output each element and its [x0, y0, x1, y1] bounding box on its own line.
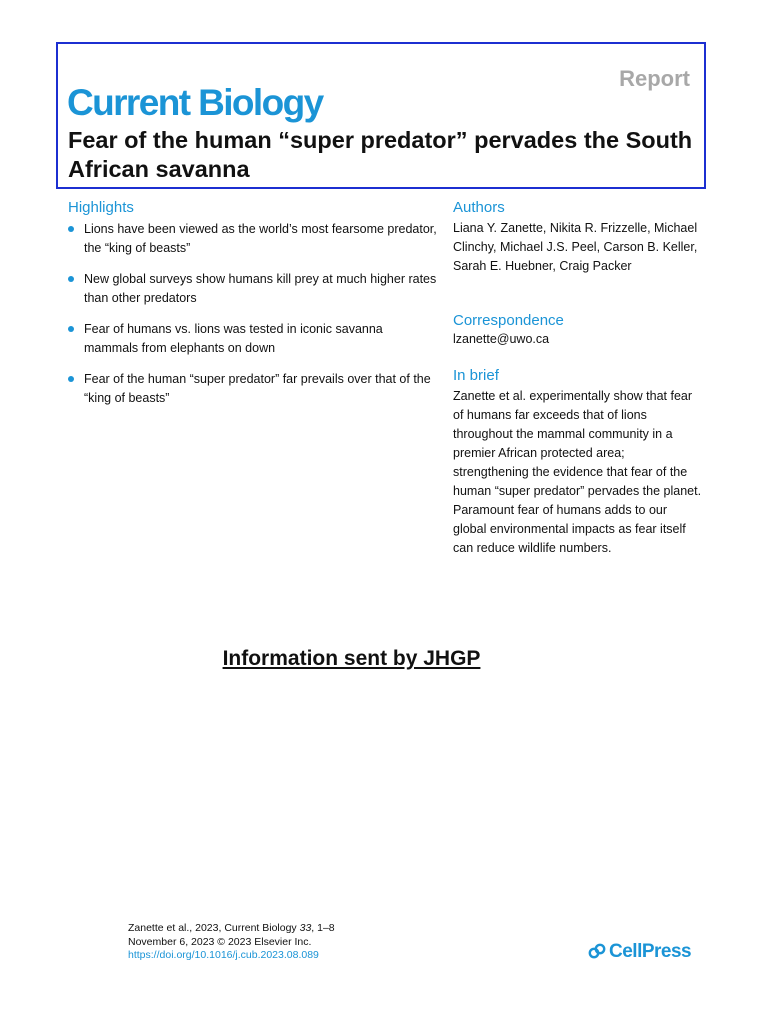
highlight-text: Fear of the human “super predator” far prevails over that of the “king of beasts”	[84, 372, 431, 405]
highlight-item	[68, 320, 440, 357]
highlights-list	[68, 220, 440, 420]
authors-heading: Authors	[453, 199, 505, 216]
date-copyright: November 6, 2023 © 2023 Elsevier Inc.	[128, 935, 312, 948]
highlight-item	[68, 370, 440, 407]
highlight-text: Fear of humans vs. lions was tested in iconic savanna mammals from elephants on down	[84, 322, 383, 355]
in-brief-text: Zanette et al. experimentally show that fear of humans far exceeds that of lions throughout the mammal community in a premier African protected area; strengthening the evidence that fear of the human “super predator” pervades the planet. Paramount fear of humans adds to our global environmental impacts as fear itself can reduce wildlife numbers.	[453, 389, 702, 555]
highlight-item	[68, 220, 440, 257]
highlights-heading: Highlights	[68, 199, 134, 216]
doi-link[interactable]: https://doi.org/10.1016/j.cub.2023.08.089	[128, 949, 319, 961]
correspondence-email[interactable]: lzanette@uwo.ca	[453, 332, 550, 346]
article-type-label: Report	[619, 66, 690, 91]
cellpress-logo	[588, 940, 691, 964]
citation-pages: , 1–8	[311, 922, 335, 934]
citation-line	[128, 922, 335, 936]
bullet-icon	[68, 376, 74, 382]
authors-list: Liana Y. Zanette, Nikita R. Frizzelle, Michael Clinchy, Michael J.S. Peel, Carson B. Keller, Sarah E. Huebner, Craig Packer	[453, 221, 698, 273]
citation-prefix: Zanette et al., 2023, Current Biology	[128, 922, 300, 934]
cellpress-icon	[588, 942, 606, 962]
highlight-item	[68, 270, 440, 307]
correspondence-heading: Correspondence	[453, 312, 564, 329]
header-frame	[56, 42, 706, 189]
bullet-icon	[68, 326, 74, 332]
publisher-name: CellPress	[609, 941, 692, 962]
bullet-icon	[68, 226, 74, 232]
article-title: Fear of the human “super predator” pervades the South African savanna	[68, 127, 693, 182]
highlight-text: Lions have been viewed as the world’s most fearsome predator, the “king of beasts”	[84, 222, 437, 255]
info-note: Information sent by JHGP	[222, 647, 481, 670]
in-brief-heading: In brief	[453, 367, 499, 384]
bullet-icon	[68, 276, 74, 282]
citation-footer	[128, 922, 335, 963]
highlight-text: New global surveys show humans kill prey at much higher rates than other predators	[84, 272, 437, 305]
journal-title: Current Biology	[67, 82, 323, 123]
citation-volume: 33	[299, 922, 312, 934]
